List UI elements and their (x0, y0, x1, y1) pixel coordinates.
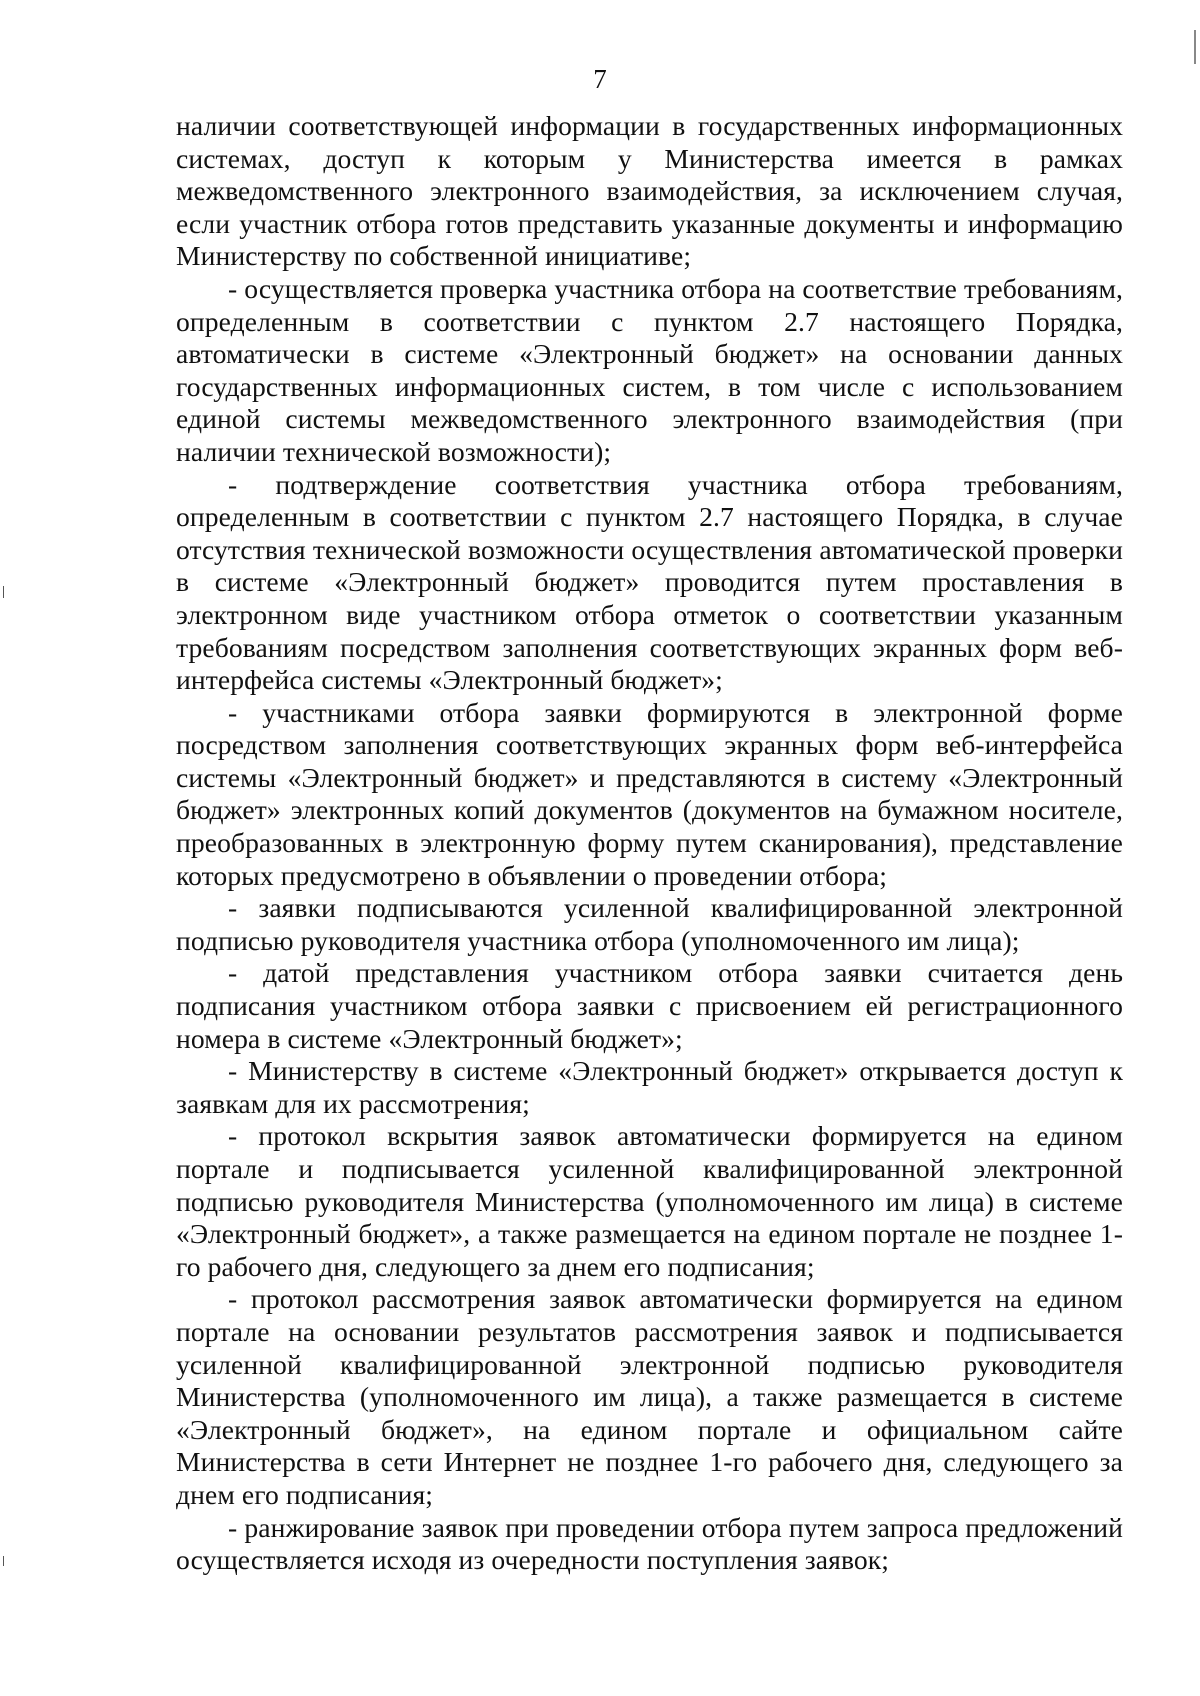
list-item-verification: - осуществляется проверка участника отбора на соответствие требованиям, определенным в соответствии с пунктом 2.7 настоящего Порядка, автоматически в системе «Электронный бюджет» на основании данных государственных информационных систем, в том числе с использованием единой системы межведомственного электронного взаимодействия (при наличии технической возможности); (176, 272, 1124, 467)
scan-artifact (3, 586, 4, 598)
list-item-application-forming: - участниками отбора заявки формируются в электронной форме посредством заполнения соответствующих экранных форм веб-интерфейса системы «Электронный бюджет» и представляются в систему «Электронный бюджет» электронных копий документов (документов на бумажном носителе, преобразованных в электронную форму путем сканирования), представление которых предусмотрено в объявлении о проведении отбора; (176, 696, 1123, 891)
list-item-ministry-access: - Министерству в системе «Электронный бюджет» открывается доступ к заявкам для их рассмотрения; (176, 1055, 1123, 1119)
document-body (176, 110, 1123, 1577)
list-item-opening-protocol: - протокол вскрытия заявок автоматически формируется на едином портале и подписывается усиленной квалифицированной электронной подписью руководителя Министерства (уполномоченного им лица) в системе «Электронный бюджет», а также размещается на едином портале не позднее 1-го рабочего дня, следующего за днем его подписания; (176, 1120, 1123, 1282)
list-item-review-protocol: - протокол рассмотрения заявок автоматически формируется на едином портале на основании результатов рассмотрения заявок и подписывается усиленной квалифицированной электронной подписью руководителя Министерства (уполномоченного им лица), а также размещается в системе «Электронный бюджет», на едином портале и официальном сайте Министерства в сети Интернет не позднее 1-го рабочего дня, следующего за днем его подписания; (176, 1283, 1123, 1510)
paragraph-continuation: наличии соответствующей информации в государственных информационных системах, доступ к которым у Министерства имеется в рамках межведомственного электронного взаимодействия, за исключением случая, если участник отбора готов представить указанные документы и информацию Министерству по собственной инициативе; (176, 110, 1123, 272)
list-item-confirmation: - подтверждение соответствия участника отбора требованиям, определенным в соответствии с пунктом 2.7 настоящего Порядка, в случае отсутствия технической возможности осуществления автоматической проверки в системе «Электронный бюджет» проводится путем проставления в электронном виде участником отбора отметок о соответствии указанным требованиям посредством заполнения соответствующих экранных форм веб-интерфейса системы «Электронный бюджет»; (176, 468, 1123, 696)
list-item-submission-date: - датой представления участником отбора заявки считается день подписания участником отбора заявки с присвоением ей регистрационного номера в системе «Электронный бюджет»; (176, 957, 1123, 1054)
scan-artifact (1194, 30, 1196, 64)
scan-artifact (3, 1556, 4, 1566)
list-item-signing: - заявки подписываются усиленной квалифицированной электронной подписью руководителя участника отбора (уполномоченного им лица); (176, 892, 1123, 956)
page-number: 7 (593, 64, 607, 94)
list-item-ranking: - ранжирование заявок при проведении отбора путем запроса предложений осуществляется исходя из очередности поступления заявок; (176, 1511, 1123, 1576)
